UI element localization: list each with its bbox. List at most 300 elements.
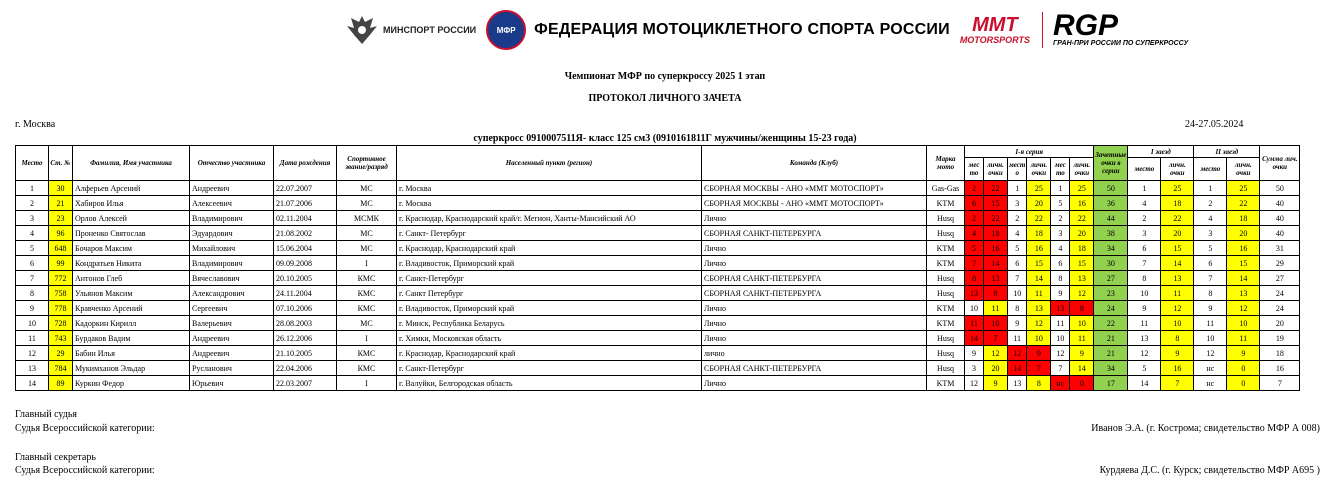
cell-place: 10 [16,316,49,331]
cell-num: 96 [49,226,73,241]
cell-moto: Husq [927,286,965,301]
mmt-sub-label: MOTORSPORTS [959,35,1030,45]
cell-name: Проненко Святослав [73,226,190,241]
cell-r1-points: 18 [1161,196,1194,211]
cell-total: 31 [1260,241,1300,256]
cell-patronymic: Михайлович [190,241,274,256]
cell-rank: I [337,331,397,346]
cell-series: 12 [965,376,984,391]
cell-series: 2 [965,211,984,226]
cell-region: г. Краснодар, Краснодарский край/г. Мегион, Ханты-Мансийский АО [397,211,702,226]
cell-series: 5 [1008,241,1027,256]
cell-series: 14 [984,256,1008,271]
cell-place: 8 [16,286,49,301]
cell-team: СБОРНАЯ МОСКВЫ - АНО «ММТ МОТОСПОРТ» [702,196,927,211]
cell-rank: МС [337,241,397,256]
cell-team: Лично [702,301,927,316]
cell-r2-place: 1 [1194,181,1227,196]
cell-r2-points: 18 [1227,211,1260,226]
cell-r1-points: 10 [1161,316,1194,331]
cell-r1-place: 6 [1128,241,1161,256]
federation-name: ФЕДЕРАЦИЯ МОТОЦИКЛЕТНОГО СПОРТА РОССИИ [534,21,950,38]
cell-r2-points: 16 [1227,241,1260,256]
cell-series: 18 [1027,226,1051,241]
cell-r1-points: 16 [1161,361,1194,376]
cell-name: Бочаров Максим [73,241,190,256]
cell-r2-points: 10 [1227,316,1260,331]
cell-r1-place: 2 [1128,211,1161,226]
city: г. Москва [15,119,56,130]
table-row [16,331,1300,346]
cell-patronymic: Русланович [190,361,274,376]
cell-series: 8 [984,286,1008,301]
cell-total: 27 [1260,271,1300,286]
cell-series: 8 [1070,301,1094,316]
col-s-points-1: личн. очки [984,158,1008,181]
cell-team: СБОРНАЯ САНКТ-ПЕТЕРБУРГА [702,226,927,241]
cell-team: Лично [702,241,927,256]
cell-name: Хабиров Илья [73,196,190,211]
cell-series: 11 [1008,331,1027,346]
cell-rank: КМС [337,271,397,286]
cell-region: г. Санкт-Петербург [397,361,702,376]
cell-series: 25 [1027,181,1051,196]
cell-patronymic: Владимирович [190,256,274,271]
cell-region: г. Москва [397,181,702,196]
cell-series: 16 [984,241,1008,256]
table-row [16,286,1300,301]
cell-rank: МС [337,316,397,331]
cell-rank: КМС [337,346,397,361]
cell-series: 9 [984,376,1008,391]
cell-region: г. Химки, Московская область [397,331,702,346]
cell-credit: 23 [1094,286,1128,301]
cell-place: 3 [16,211,49,226]
cell-credit: 17 [1094,376,1128,391]
cell-r2-points: 22 [1227,196,1260,211]
cell-series: 9 [1027,346,1051,361]
cell-rank: МС [337,181,397,196]
cell-series: 6 [1008,256,1027,271]
cell-r2-points: 15 [1227,256,1260,271]
col-series1: I-я серия [965,146,1094,158]
cell-num: 648 [49,241,73,256]
cell-series: 1 [1008,181,1027,196]
cell-series: 20 [984,361,1008,376]
cell-total: 40 [1260,226,1300,241]
cell-series: 22 [1027,211,1051,226]
cell-place: 1 [16,181,49,196]
cell-series: 6 [965,196,984,211]
cell-birth: 28.08.2003 [274,316,337,331]
cell-birth: 20.10.2005 [274,271,337,286]
cell-series: 13 [984,271,1008,286]
cell-r1-place: 1 [1128,181,1161,196]
cell-series: 15 [1070,256,1094,271]
cell-series: 4 [1008,226,1027,241]
cell-place: 9 [16,301,49,316]
cell-r2-points: 20 [1227,226,1260,241]
cell-r1-place: 14 [1128,376,1161,391]
cell-series: 8 [965,271,984,286]
rgp-sub-label: ГРАН-ПРИ РОССИИ ПО СУПЕРКРОССУ [1053,40,1189,47]
cell-series: 8 [1008,301,1027,316]
cell-series: 4 [965,226,984,241]
col-r2-points: личн. очки [1227,158,1260,181]
cell-series: 11 [1027,286,1051,301]
cell-r2-place: нс [1194,376,1227,391]
cell-r2-points: 13 [1227,286,1260,301]
col-moto: Марка мото [927,146,965,181]
cell-series: 8 [1027,376,1051,391]
cell-series: 10 [1051,331,1070,346]
cell-num: 23 [49,211,73,226]
document-subtitle: ПРОТОКОЛ ЛИЧНОГО ЗАЧЕТА [588,93,742,104]
cell-r1-place: 9 [1128,301,1161,316]
cell-series: 18 [984,226,1008,241]
cell-series: 15 [1027,256,1051,271]
cell-moto: KTM [927,256,965,271]
cell-team: СБОРНАЯ САНКТ-ПЕТЕРБУРГА [702,286,927,301]
cell-series: 16 [1070,196,1094,211]
col-patronymic: Отчество участника [190,146,274,181]
judge-title: Главный судья [15,409,78,420]
cell-r2-points: 25 [1227,181,1260,196]
cell-credit: 34 [1094,241,1128,256]
cell-series: 20 [1070,226,1094,241]
col-num: Ст. № [49,146,73,181]
cell-num: 784 [49,361,73,376]
cell-credit: 30 [1094,256,1128,271]
cell-place: 4 [16,226,49,241]
cell-series: 3 [965,361,984,376]
cell-place: 6 [16,256,49,271]
cell-total: 29 [1260,256,1300,271]
cell-r2-place: 8 [1194,286,1227,301]
cell-place: 12 [16,346,49,361]
cell-series: 5 [1051,196,1070,211]
cell-moto: Husq [927,271,965,286]
cell-birth: 24.11.2004 [274,286,337,301]
cell-r2-points: 12 [1227,301,1260,316]
cell-r1-points: 13 [1161,271,1194,286]
cell-patronymic: Алексеевич [190,196,274,211]
cell-r1-points: 11 [1161,286,1194,301]
cell-birth: 22.03.2007 [274,376,337,391]
cell-r2-place: 7 [1194,271,1227,286]
cell-series: 13 [1027,301,1051,316]
cell-birth: 22.07.2007 [274,181,337,196]
cell-moto: Husq [927,211,965,226]
results-table [15,145,1300,391]
cell-region: г. Владивосток, Приморский край [397,256,702,271]
cell-series: 11 [984,301,1008,316]
cell-moto: KTM [927,316,965,331]
cell-r2-place: 11 [1194,316,1227,331]
table-row [16,361,1300,376]
cell-r1-points: 8 [1161,331,1194,346]
eagle-emblem-icon [345,12,379,48]
cell-region: г. Краснодар, Краснодарский край [397,346,702,361]
col-r1-place: место [1128,158,1161,181]
cell-credit: 44 [1094,211,1128,226]
cell-series: 5 [965,241,984,256]
cell-birth: 07.10.2006 [274,301,337,316]
cell-credit: 24 [1094,301,1128,316]
cell-moto: Husq [927,361,965,376]
cell-series: 6 [1051,256,1070,271]
cell-num: 21 [49,196,73,211]
cell-r2-place: 12 [1194,346,1227,361]
table-row [16,196,1300,211]
cell-num: 99 [49,256,73,271]
col-s-place-3: мес то [1051,158,1070,181]
judge-category: Судья Всероссийской категории: [15,423,155,434]
federation-emblem-icon: МФР [486,10,526,50]
cell-birth: 02.11.2004 [274,211,337,226]
cell-r1-place: 3 [1128,226,1161,241]
secretary-title: Главный секретарь [15,452,96,463]
table-row [16,181,1300,196]
cell-patronymic: Андреевич [190,181,274,196]
cell-birth: 09.09.2008 [274,256,337,271]
cell-total: 18 [1260,346,1300,361]
cell-r2-points: 9 [1227,346,1260,361]
cell-team: лично [702,346,927,361]
cell-moto: KTM [927,376,965,391]
cell-name: Куркин Федор [73,376,190,391]
cell-r2-place: 5 [1194,241,1227,256]
cell-series: 7 [984,331,1008,346]
cell-rank: I [337,256,397,271]
cell-series: 10 [965,301,984,316]
cell-credit: 27 [1094,271,1128,286]
results-body [16,181,1300,391]
cell-place: 5 [16,241,49,256]
table-row [16,376,1300,391]
cell-series: 11 [1051,316,1070,331]
cell-moto: Gas-Gas [927,181,965,196]
cell-place: 11 [16,331,49,346]
cell-series: 1 [1051,181,1070,196]
cell-r1-points: 12 [1161,301,1194,316]
cell-birth: 21.10.2005 [274,346,337,361]
cell-place: 7 [16,271,49,286]
cell-series: 10 [1008,286,1027,301]
cell-series: 14 [1008,361,1027,376]
cell-region: г. Санкт Петербург [397,286,702,301]
cell-patronymic: Владимирович [190,211,274,226]
cell-r2-place: 6 [1194,256,1227,271]
cell-r1-place: 11 [1128,316,1161,331]
cell-team: СБОРНАЯ МОСКВЫ - АНО «ММТ МОТОСПОРТ» [702,181,927,196]
cell-name: Кондратьев Никита [73,256,190,271]
cell-rank: МС [337,196,397,211]
cell-series: 10 [1070,316,1094,331]
cell-birth: 26.12.2006 [274,331,337,346]
cell-name: Орлов Алексей [73,211,190,226]
cell-num: 778 [49,301,73,316]
cell-rank: КМС [337,301,397,316]
cell-num: 728 [49,316,73,331]
cell-name: Бурдаков Вадим [73,331,190,346]
cell-credit: 36 [1094,196,1128,211]
col-region: Населенный пункт (регион) [397,146,702,181]
cell-r2-place: 2 [1194,196,1227,211]
cell-r1-points: 9 [1161,346,1194,361]
cell-region: г. Минск, Республика Беларусь [397,316,702,331]
minsport-logo [345,12,476,48]
table-row [16,256,1300,271]
cell-series: 12 [984,346,1008,361]
cell-series: 11 [1070,331,1094,346]
cell-series: 18 [1070,241,1094,256]
cell-r1-points: 22 [1161,211,1194,226]
minsport-label: МИНСПОРТ РОССИИ [383,25,477,35]
cell-r2-place: 4 [1194,211,1227,226]
cell-r2-points: 0 [1227,361,1260,376]
cell-series: 12 [1051,346,1070,361]
cell-r1-place: 7 [1128,256,1161,271]
cell-series: 10 [1027,331,1051,346]
cell-series: 11 [965,316,984,331]
col-team: Команда (Клуб) [702,146,927,181]
cell-series: 3 [1051,226,1070,241]
cell-series: 12 [1027,316,1051,331]
cell-total: 50 [1260,181,1300,196]
cell-region: г. Краснодар, Краснодарский край [397,241,702,256]
cell-series: 14 [1027,271,1051,286]
cell-r1-points: 14 [1161,256,1194,271]
cell-total: 7 [1260,376,1300,391]
cell-series: 14 [965,331,984,346]
cell-series: 9 [1070,346,1094,361]
cell-rank: КМС [337,361,397,376]
col-s-points-2: личн. очки [1027,158,1051,181]
cell-patronymic: Андреевич [190,346,274,361]
col-s-points-3: личн. очки [1070,158,1094,181]
cell-patronymic: Валерьевич [190,316,274,331]
col-race1: I заезд [1128,146,1194,158]
cell-team: Лично [702,211,927,226]
cell-credit: 21 [1094,346,1128,361]
cell-r1-place: 4 [1128,196,1161,211]
cell-r1-place: 10 [1128,286,1161,301]
table-row [16,226,1300,241]
cell-r1-place: 13 [1128,331,1161,346]
cell-credit: 50 [1094,181,1128,196]
cell-r2-place: 9 [1194,301,1227,316]
cell-series: 22 [984,181,1008,196]
cell-num: 743 [49,331,73,346]
cell-series: 0 [1070,376,1094,391]
cell-rank: МС [337,226,397,241]
cell-name: Кравченко Арсений [73,301,190,316]
cell-series: 7 [1027,361,1051,376]
col-rank: Спортивное звание/разряд [337,146,397,181]
cell-r1-place: 12 [1128,346,1161,361]
cell-credit: 21 [1094,331,1128,346]
cell-r1-points: 25 [1161,181,1194,196]
cell-moto: Husq [927,346,965,361]
cell-series: 8 [1051,271,1070,286]
cell-total: 24 [1260,286,1300,301]
cell-moto: Husq [927,226,965,241]
col-r1-points: личн. очки [1161,158,1194,181]
cell-team: Лично [702,331,927,346]
cell-series: 13 [1070,271,1094,286]
table-row [16,241,1300,256]
cell-r1-place: 5 [1128,361,1161,376]
event-date: 24-27.05.2024 [1185,119,1244,130]
col-birth: Дата рождения [274,146,337,181]
cell-rank: I [337,376,397,391]
cell-num: 772 [49,271,73,286]
mmt-logo [960,15,1030,45]
cell-patronymic: Вячеславович [190,271,274,286]
cell-r1-points: 20 [1161,226,1194,241]
col-name: Фамилия, Имя участника [73,146,190,181]
cell-total: 20 [1260,316,1300,331]
cell-series: 9 [1008,316,1027,331]
col-s-place-2: мест о [1008,158,1027,181]
cell-patronymic: Сергеевич [190,301,274,316]
cell-total: 19 [1260,331,1300,346]
cell-birth: 22.04.2006 [274,361,337,376]
cell-series: 13 [965,286,984,301]
cell-team: Лично [702,376,927,391]
cell-series: 12 [1070,286,1094,301]
col-credit: Зачетные очки в серии [1094,146,1128,181]
cell-team: Лично [702,316,927,331]
cell-series: 4 [1051,241,1070,256]
cell-series: 2 [965,181,984,196]
cell-series: 2 [1051,211,1070,226]
col-race2: II заезд [1194,146,1260,158]
cell-birth: 15.06.2004 [274,241,337,256]
rgp-logo [1053,9,1189,48]
cell-r2-points: 0 [1227,376,1260,391]
cell-series: 3 [1008,196,1027,211]
cell-birth: 21.08.2002 [274,226,337,241]
cell-region: г. Санкт- Петербург [397,226,702,241]
cell-team: СБОРНАЯ САНКТ-ПЕТЕРБУРГА [702,271,927,286]
cell-total: 24 [1260,301,1300,316]
cell-series: 13 [1051,301,1070,316]
cell-name: Алферьев Арсений [73,181,190,196]
logo-divider [1042,12,1043,48]
cell-name: Мукимханов Эльдар [73,361,190,376]
cell-patronymic: Андреевич [190,331,274,346]
cell-series: 14 [1070,361,1094,376]
document-title: Чемпионат МФР по суперкроссу 2025 1 этап [564,71,766,82]
cell-team: СБОРНАЯ САНКТ-ПЕТЕРБУРГА [702,361,927,376]
cell-name: Антонов Глеб [73,271,190,286]
table-row [16,316,1300,331]
cell-series: 10 [984,316,1008,331]
cell-moto: KTM [927,301,965,316]
cell-r1-points: 7 [1161,376,1194,391]
cell-num: 758 [49,286,73,301]
cell-series: 9 [1051,286,1070,301]
cell-place: 14 [16,376,49,391]
cell-credit: 22 [1094,316,1128,331]
mmt-label: MMT [972,14,1018,36]
cell-series: 20 [1027,196,1051,211]
cell-num: 89 [49,376,73,391]
cell-rank: КМС [337,286,397,301]
cell-series: 15 [984,196,1008,211]
